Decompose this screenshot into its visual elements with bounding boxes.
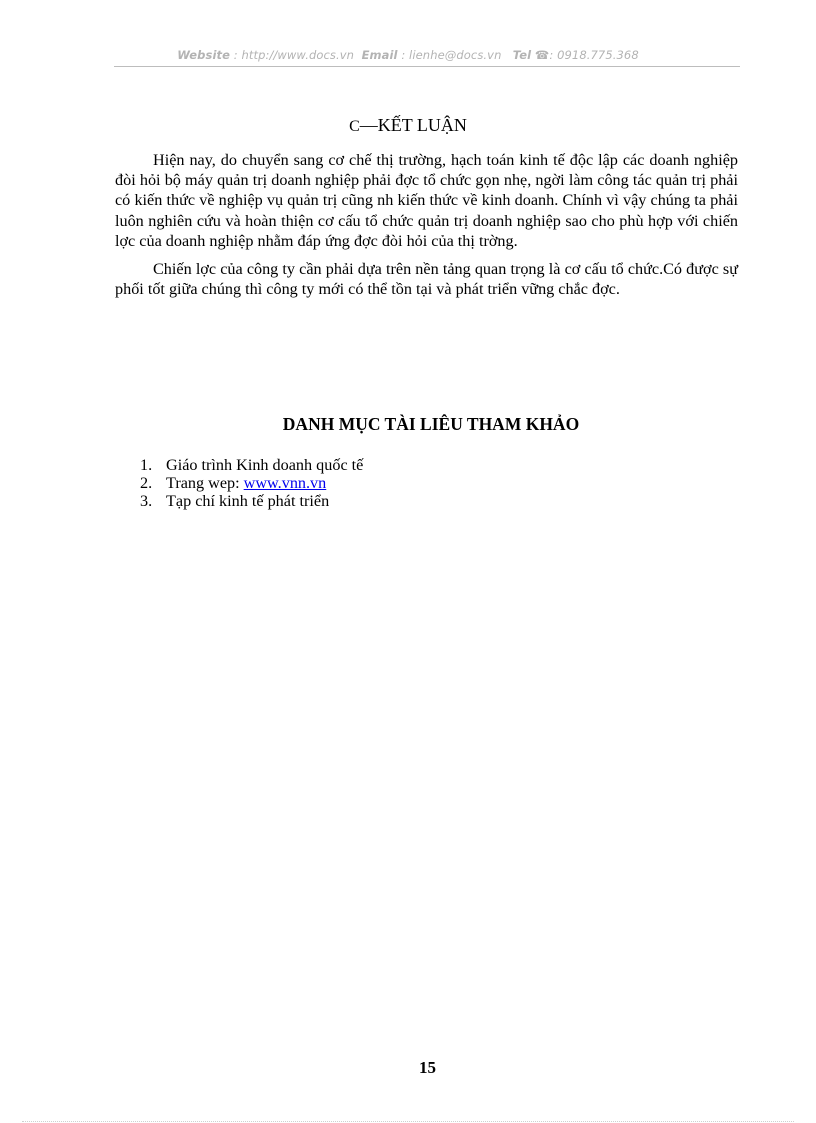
conclusion-body (115, 150, 738, 307)
references-list (140, 456, 363, 510)
email-label: Email (361, 48, 398, 62)
section-prefix: C (349, 118, 360, 135)
reference-item (140, 474, 363, 492)
tel-label: Tel (512, 48, 532, 62)
tel-value: : 0918.775.368 (549, 48, 639, 62)
page-header (0, 48, 816, 62)
website-label: Website (177, 48, 230, 62)
conclusion-paragraph-1: Hiện nay, do chuyển sang cơ chế thị trường, hạch toán kinh tế độc lập các doanh nghiệp đòi hỏi bộ máy quản trị doanh nghiệp phải đợc tổ chức gọn nhẹ, ngời làm công tác quản trị phải có kiến thức về nghiệp vụ quản trị cũng nh kiến thức về kinh doanh. Chính vì vậy chúng ta phải luôn nghiên cứu và hoàn thiện cơ cấu tổ chức quản trị doanh nghiệp sao cho phù hợp với chiến lợc của doanh nghiệp nhằm đáp ứng đợc đòi hỏi của thị trờng. (115, 151, 738, 250)
phone-icon: ☎ (534, 48, 550, 62)
reference-number: 3. (140, 492, 153, 510)
section-title: KẾT LUẬN (377, 115, 467, 135)
reference-number: 1. (140, 456, 153, 474)
reference-text: Trang wep: (166, 474, 244, 492)
section-dash: — (359, 115, 378, 135)
reference-text: Tạp chí kinh tế phát triển (166, 492, 330, 510)
references-title: DANH MỤC TÀI LIÊU THAM KHẢO (282, 414, 580, 434)
conclusion-paragraph-2: Chiến lợc của công ty cần phải dựa trên nền tảng quan trọng là cơ cấu tổ chức.Có được sự phối tốt giữa chúng thì công ty mới có thể tồn tại và phát triển vững chắc đợc. (115, 260, 738, 299)
reference-number: 2. (140, 474, 153, 492)
reference-link[interactable]: www.vnn.vn (243, 474, 327, 492)
website-value: : http://www.docs.vn (233, 48, 355, 62)
email-value: : lienhe@docs.vn (401, 48, 502, 62)
reference-item (140, 492, 363, 510)
footer-divider (22, 1121, 794, 1122)
header-divider (114, 66, 740, 67)
page-number: 15 (419, 1058, 436, 1077)
reference-text: Giáo trình Kinh doanh quốc tế (166, 456, 364, 474)
reference-item (140, 456, 363, 474)
section-heading (0, 115, 816, 136)
